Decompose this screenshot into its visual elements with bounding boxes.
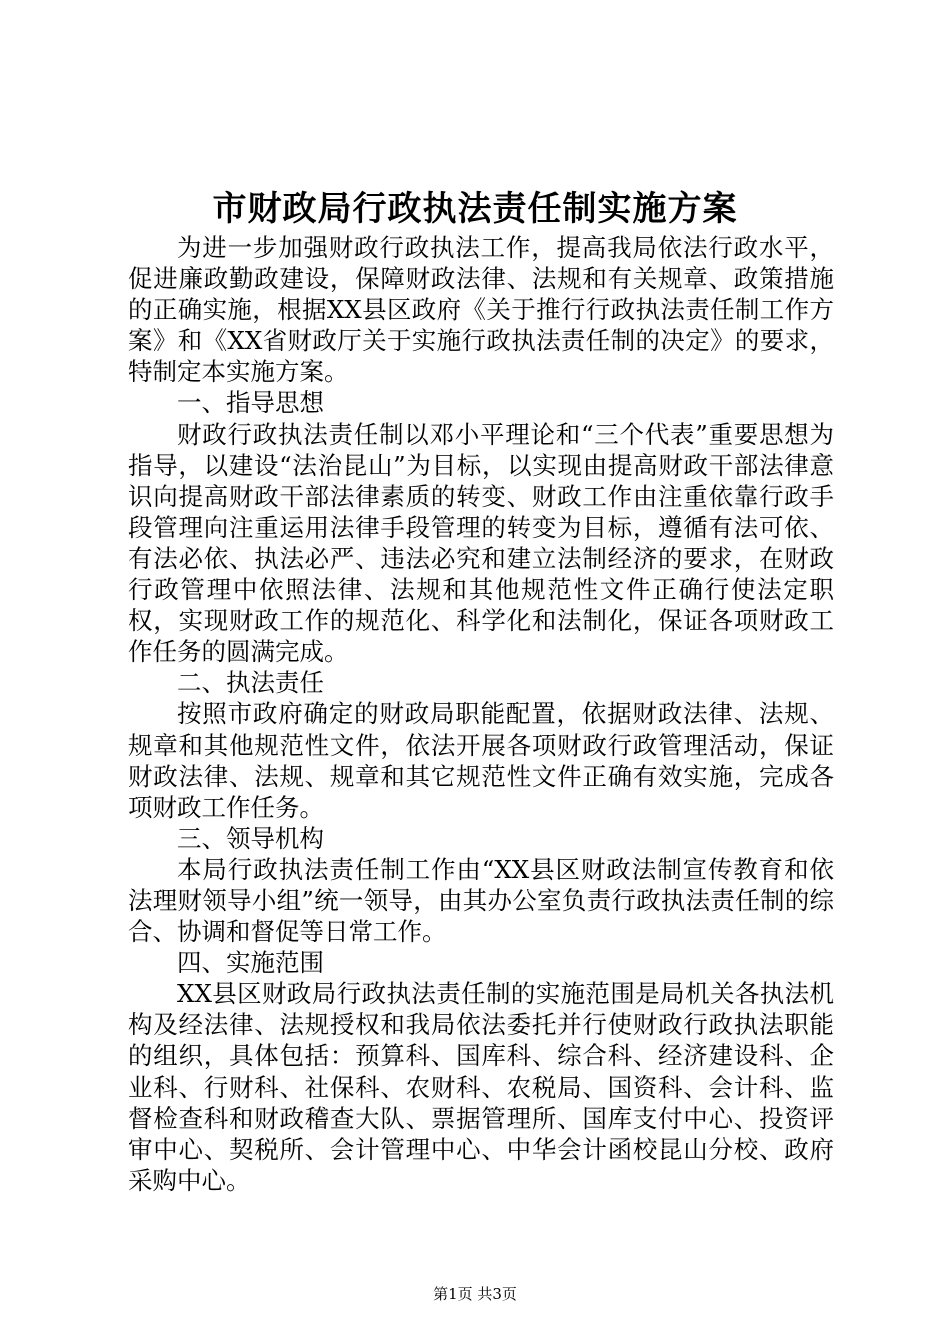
section-heading-scope: 四、实施范围: [177, 948, 324, 978]
intro-paragraph: 为进一步加强财政行政执法工作，提高我局依法行政水平，促进廉政勤政建设，保障财政法律、法规和有关规章、政策措施的正确实施，根据XX县区政府《关于推行行政执法责任制工作方案》和《XX省财政厅关于实施行政执法责任制的决定》的要求，特制定本实施方案。: [128, 233, 834, 387]
document-title: 市财政局行政执法责任制实施方案: [212, 189, 738, 229]
section-heading-leadership: 三、领导机构: [177, 823, 324, 853]
paragraph-leadership: 本局行政执法责任制工作由“XX县区财政法制宣传教育和依法理财领导小组”统一领导，由其办公室负责行政执法责任制的综合、协调和督促等日常工作。: [128, 854, 834, 947]
paragraph-guiding-ideology: 财政行政执法责任制以邓小平理论和“三个代表”重要思想为指导，以建设“法治昆山”为目标，以实现由提高财政干部法律意识向提高财政干部法律素质的转变、财政工作由注重依靠行政手段管理向注重运用法律手段管理的转变为目标，遵循有法可依、有法必依、执法必严、违法必究和建立法制经济的要求，在财政行政管理中依照法律、法规和其他规范性文件正确行使法定职权，实现财政工作的规范化、科学化和法制化，保证各项财政工作任务的圆满完成。: [128, 419, 834, 667]
paragraph-scope: XX县区财政局行政执法责任制的实施范围是局机关各执法机构及经法律、法规授权和我局依法委托并行使财政行政执法职能的组织，具体包括：预算科、国库科、综合科、经济建设科、企业科、行财科、社保科、农财科、农税局、国资科、会计科、监督检查科和财政稽查大队、票据管理所、国库支付中心、投资评审中心、契税所、会计管理中心、中华会计函校昆山分校、政府采购中心。: [128, 979, 834, 1195]
document-body: [128, 232, 834, 1196]
section-heading-enforcement-duty: 二、执法责任: [177, 668, 324, 698]
page-number-footer: 第1页 共3页: [433, 1285, 517, 1303]
section-heading-guiding-ideology: 一、指导思想: [177, 388, 324, 418]
paragraph-enforcement-duty: 按照市政府确定的财政局职能配置，依据财政法律、法规、规章和其他规范性文件，依法开展各项财政行政管理活动，保证财政法律、法规、规章和其它规范性文件正确有效实施，完成各项财政工作任务。: [128, 699, 834, 822]
